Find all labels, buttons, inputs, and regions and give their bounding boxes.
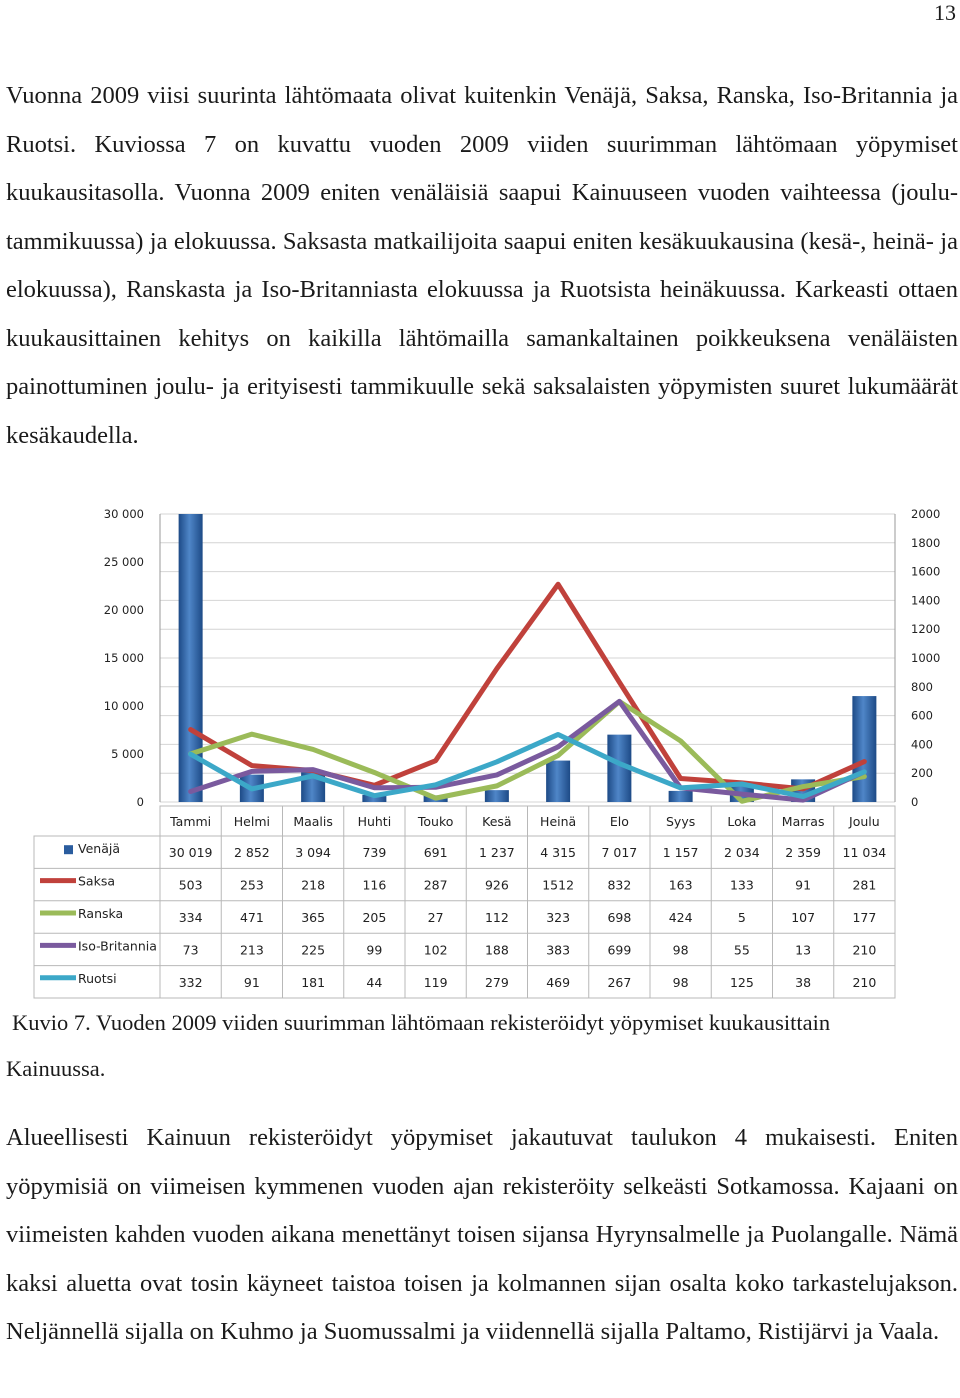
table-cell-value: 334: [178, 910, 203, 925]
right-axis-tick-label: 0: [911, 795, 919, 809]
table-cell-value: 107: [791, 910, 816, 925]
right-axis-tick-label: 1000: [911, 651, 941, 665]
figure-caption: [6, 1000, 956, 1092]
category-label: Maalis: [293, 814, 333, 829]
table-cell-value: 3 094: [295, 845, 332, 861]
table-cell-value: 188: [484, 942, 509, 958]
left-axis-tick-label: 20 000: [103, 603, 144, 617]
table-cell-value: 281: [852, 877, 877, 893]
table-cell-value: 210: [852, 974, 877, 990]
table-cell-value: 91: [795, 877, 812, 893]
table-cell-value: 383: [546, 942, 571, 958]
table-cell-value: 926: [484, 877, 509, 893]
table-cell-value: 55: [733, 942, 750, 958]
table-cell-value: 424: [668, 910, 693, 925]
legend-label: Iso-Britannia: [78, 938, 157, 954]
legend-label: Ruotsi: [78, 970, 117, 986]
left-axis-tick-label: 10 000: [103, 699, 144, 713]
table-cell-value: 27: [427, 910, 444, 925]
table-body: [34, 836, 895, 998]
table-cell-value: 253: [239, 877, 264, 893]
figure-caption-line-2: Kainuussa.: [6, 1056, 106, 1081]
table-cell-value: 332: [178, 974, 203, 990]
table-cell-value: 99: [366, 942, 383, 958]
table-cell-value: 323: [546, 910, 571, 925]
table-cell-value: 210: [852, 942, 877, 958]
table-cell-value: 38: [795, 974, 812, 990]
right-axis-tick-label: 200: [911, 766, 933, 781]
figure-caption-line-1: Kuvio 7. Vuoden 2009 viiden suurimman lähtömaan rekisteröidyt yöpymiset kuukausittain: [12, 1010, 831, 1035]
category-label: Tammi: [170, 814, 212, 829]
table-cell-value: 469: [546, 974, 571, 990]
right-axis-tick-label: 1200: [911, 622, 941, 637]
table-cell-value: 739: [362, 845, 387, 861]
table-cell-value: 98: [672, 942, 689, 958]
page-number: 13: [934, 0, 956, 25]
right-axis-tick-label: 1400: [911, 593, 941, 608]
table-cell-value: 5: [737, 910, 746, 925]
right-axis-tick-label: 1800: [911, 535, 941, 550]
category-label: Huhti: [357, 814, 392, 829]
table-cell-value: 163: [668, 877, 693, 893]
legend-label: Ranska: [78, 906, 124, 921]
category-label: Joulu: [849, 814, 880, 829]
table-cell-value: 1 157: [662, 845, 699, 861]
table-cell-value: 2 034: [723, 845, 760, 861]
table-cell-value: 73: [182, 942, 199, 958]
table-cell-value: 91: [243, 974, 260, 990]
right-axis-tick-label: 2000: [911, 507, 941, 521]
table-cell-value: 13: [795, 942, 812, 958]
table-cell-value: 11 034: [842, 845, 887, 861]
table-cell-value: 116: [362, 877, 387, 893]
table-cell-value: 698: [607, 910, 632, 925]
table-cell-value: 102: [423, 942, 448, 958]
table-cell-value: 225: [301, 942, 326, 958]
table-cell-value: 1512: [542, 877, 575, 893]
legend-label: Venäjä: [78, 841, 120, 857]
left-axis-tick-label: 0: [136, 795, 144, 809]
intro-paragraph: Vuonna 2009 viisi suurinta lähtömaata olivat kuitenkin Venäjä, Saksa, Ranska, Iso-Britannia ja Ruotsi. Kuviossa 7 on kuvattu vuoden 2009 viiden suurimman lähtömaan yöpymiset kuukausitasolla. Vuonna 2009 eniten venäläisiä saapui Kainuuseen vuoden vaihteessa (joulu-tammikuussa) ja elokuussa. Saksasta matkailijoita saapui eniten kesäkuukausina (kesä-, heinä- ja elokuussa), Ranskasta ja Iso-Britanniasta elokuussa ja Ruotsista heinäkuussa. Karkeasti ottaen kuukausittainen kehitys on kaikilla lähtömailla samankaltainen poikkeuksena venäläisten painottuminen joulu- ja erityisesti tammikuulle sekä saksalaisten yöpymisten suuret lukumäärät kesäkaudella.: [6, 82, 958, 449]
table-cell-value: 503: [178, 877, 203, 893]
left-axis-tick-label: 30 000: [103, 507, 144, 521]
legend-label: Saksa: [78, 873, 116, 889]
left-axis-tick-label: 25 000: [103, 555, 144, 569]
table-cell-value: 218: [301, 877, 326, 893]
bar-venaja: [546, 761, 570, 802]
category-label: Syys: [666, 814, 696, 829]
table-cell-value: 205: [362, 910, 387, 925]
right-axis-tick-label: 400: [911, 737, 933, 752]
table-cell-value: 7 017: [601, 845, 638, 861]
table-cell-value: 119: [423, 974, 448, 990]
table-cell-value: 177: [852, 910, 877, 925]
monthly-overnight-stays-chart: [0, 490, 960, 1000]
table-cell-value: 44: [366, 974, 383, 990]
table-cell-value: 471: [239, 910, 264, 925]
regional-paragraph: Alueellisesti Kainuun rekisteröidyt yöpymiset jakautuvat taulukon 4 mukaisesti. Eniten yöpymisiä on viimeisen kymmenen vuoden ajan rekisteröity selkeästi Sotkamossa. Kajaani on viimeisten kahden vuoden aikana menettänyt toisen sijansa Hyrynsalmelle ja Puolangalle. Nämä kaksi aluetta ovat tosin käyneet taistoa toisen ja kolmannen sijan osalta koko tarkastelujakson. Neljännellä sijalla on Kuhmo ja Suomussalmi ja viidennellä sijalla Paltamo, Ristijärvi ja Vaala.: [6, 1124, 958, 1345]
table-cell-value: 133: [729, 877, 754, 893]
table-cell-value: 98: [672, 974, 689, 990]
category-label: Touko: [417, 814, 454, 829]
table-cell-value: 4 315: [540, 845, 577, 861]
table-cell-value: 2 359: [785, 845, 822, 861]
category-label: Helmi: [233, 814, 270, 829]
table-cell-value: 30 019: [168, 845, 213, 861]
table-cell-value: 699: [607, 942, 632, 958]
table-cell-value: 287: [423, 877, 448, 893]
table-cell-value: 279: [484, 974, 509, 990]
table-cell-value: 691: [423, 845, 448, 861]
right-axis-tick-label: 800: [911, 679, 933, 694]
table-cell-value: 2 852: [233, 845, 270, 861]
bar-venaja: [852, 696, 876, 802]
category-label: Loka: [727, 814, 757, 829]
table-cell-value: 181: [301, 974, 326, 990]
category-label: Marras: [781, 814, 825, 829]
table-cell-value: 112: [484, 910, 509, 925]
table-cell-value: 1 237: [478, 845, 515, 861]
left-axis-tick-label: 5 000: [111, 747, 144, 761]
right-axis-tick-label: 1600: [911, 564, 941, 579]
bar-venaja: [485, 790, 509, 802]
right-axis-tick-label: 600: [911, 708, 933, 723]
table-cell-value: 267: [607, 974, 632, 990]
table-cell-value: 832: [607, 877, 632, 893]
legend-key-venäjä: [64, 845, 73, 854]
table-cell-value: 213: [239, 942, 264, 958]
category-label: Heinä: [540, 814, 577, 829]
left-axis-tick-label: 15 000: [103, 651, 144, 665]
bar-venaja: [669, 791, 693, 802]
category-label: Elo: [609, 814, 629, 829]
table-cell-value: 365: [301, 910, 326, 925]
category-label: Kesä: [482, 814, 512, 829]
table-cell-value: 125: [729, 974, 754, 990]
